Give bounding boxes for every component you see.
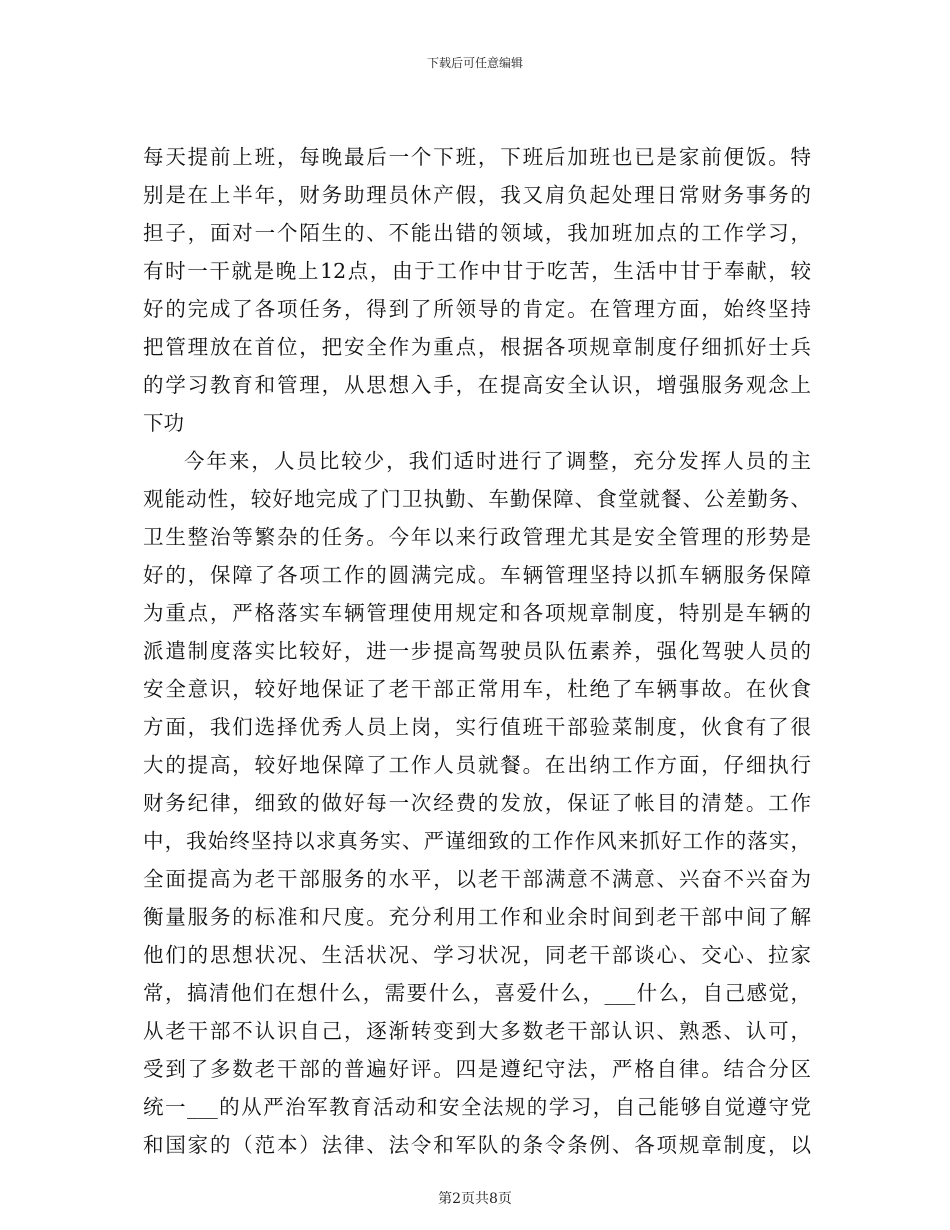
text-line: 常，搞清他们在想什么，需要什么，喜爱什么，___什么，自己感觉，: [143, 981, 811, 1005]
page-header: 下载后可任意编辑: [426, 56, 523, 70]
text-line: 观能动性，较好地完成了门卫执勤、车勤保障、食堂就餐、公差勤务、: [143, 487, 811, 511]
text-line: 卫生整治等繁杂的任务。今年以来行政管理尤其是安全管理的形势是: [143, 525, 811, 549]
text-line: 为重点，严格落实车辆管理使用规定和各项规章制度，特别是车辆的: [143, 601, 811, 625]
document-body: [143, 138, 811, 1164]
text-line: 财务纪律，细致的做好每一次经费的发放，保证了帐目的清楚。工作: [143, 791, 811, 815]
text-line: 全面提高为老干部服务的水平，以老干部满意不满意、兴奋不兴奋为: [143, 867, 811, 891]
text-line: 每天提前上班，每晚最后一个下班，下班后加班也已是家前便饭。特: [143, 145, 811, 169]
text-line: 好的，保障了各项工作的圆满完成。车辆管理坚持以抓车辆服务保障: [143, 563, 811, 587]
text-line: 方面，我们选择优秀人员上岗，实行值班干部验菜制度，伙食有了很: [143, 715, 811, 739]
text-line: 统一___的从严治军教育活动和安全法规的学习，自己能够自觉遵守党: [143, 1095, 811, 1119]
text-line: 别是在上半年，财务助理员休产假，我又肩负起处理日常财务事务的: [143, 183, 811, 207]
text-line: 担子，面对一个陌生的、不能出错的领域，我加班加点的工作学习，: [143, 221, 811, 245]
text-line: 把管理放在首位，把安全作为重点，根据各项规章制度仔细抓好士兵: [143, 335, 811, 359]
text-line: 大的提高，较好地保障了工作人员就餐。在出纳工作方面，仔细执行: [143, 753, 811, 777]
text-line: 派遣制度落实比较好，进一步提高驾驶员队伍素养，强化驾驶人员的: [143, 639, 811, 663]
text-line: 他们的思想状况、生活状况、学习状况，同老干部谈心、交心、拉家: [143, 943, 811, 967]
paragraph-first-line: 今年来，人员比较少，我们适时进行了调整，充分发挥人员的主: [184, 449, 811, 473]
text-line: 下功: [143, 411, 184, 435]
text-line: 有时一干就是晚上12点，由于工作中甘于吃苦，生活中甘于奉献，较: [143, 259, 811, 283]
text-line: 衡量服务的标准和尺度。充分利用工作和业余时间到老干部中间了解: [143, 905, 811, 929]
text-line: 受到了多数老干部的普遍好评。四是遵纪守法，严格自律。结合分区: [143, 1057, 811, 1081]
text-line: 好的完成了各项任务，得到了所领导的肯定。在管理方面，始终坚持: [143, 297, 811, 321]
text-line: 从老干部不认识自己，逐渐转变到大多数老干部认识、熟悉、认可，: [143, 1019, 811, 1043]
text-line: 安全意识，较好地保证了老干部正常用车，杜绝了车辆事故。在伙食: [143, 677, 811, 701]
text-line: 的学习教育和管理，从思想入手，在提高安全认识，增强服务观念上: [143, 373, 811, 397]
page-number: 第2页共8页: [438, 1191, 512, 1207]
text-line: 和国家的（范本）法律、法令和军队的条令条例、各项规章制度，以: [143, 1133, 811, 1157]
text-line: 中，我始终坚持以求真务实、严谨细致的工作作风来抓好工作的落实，: [143, 829, 811, 853]
